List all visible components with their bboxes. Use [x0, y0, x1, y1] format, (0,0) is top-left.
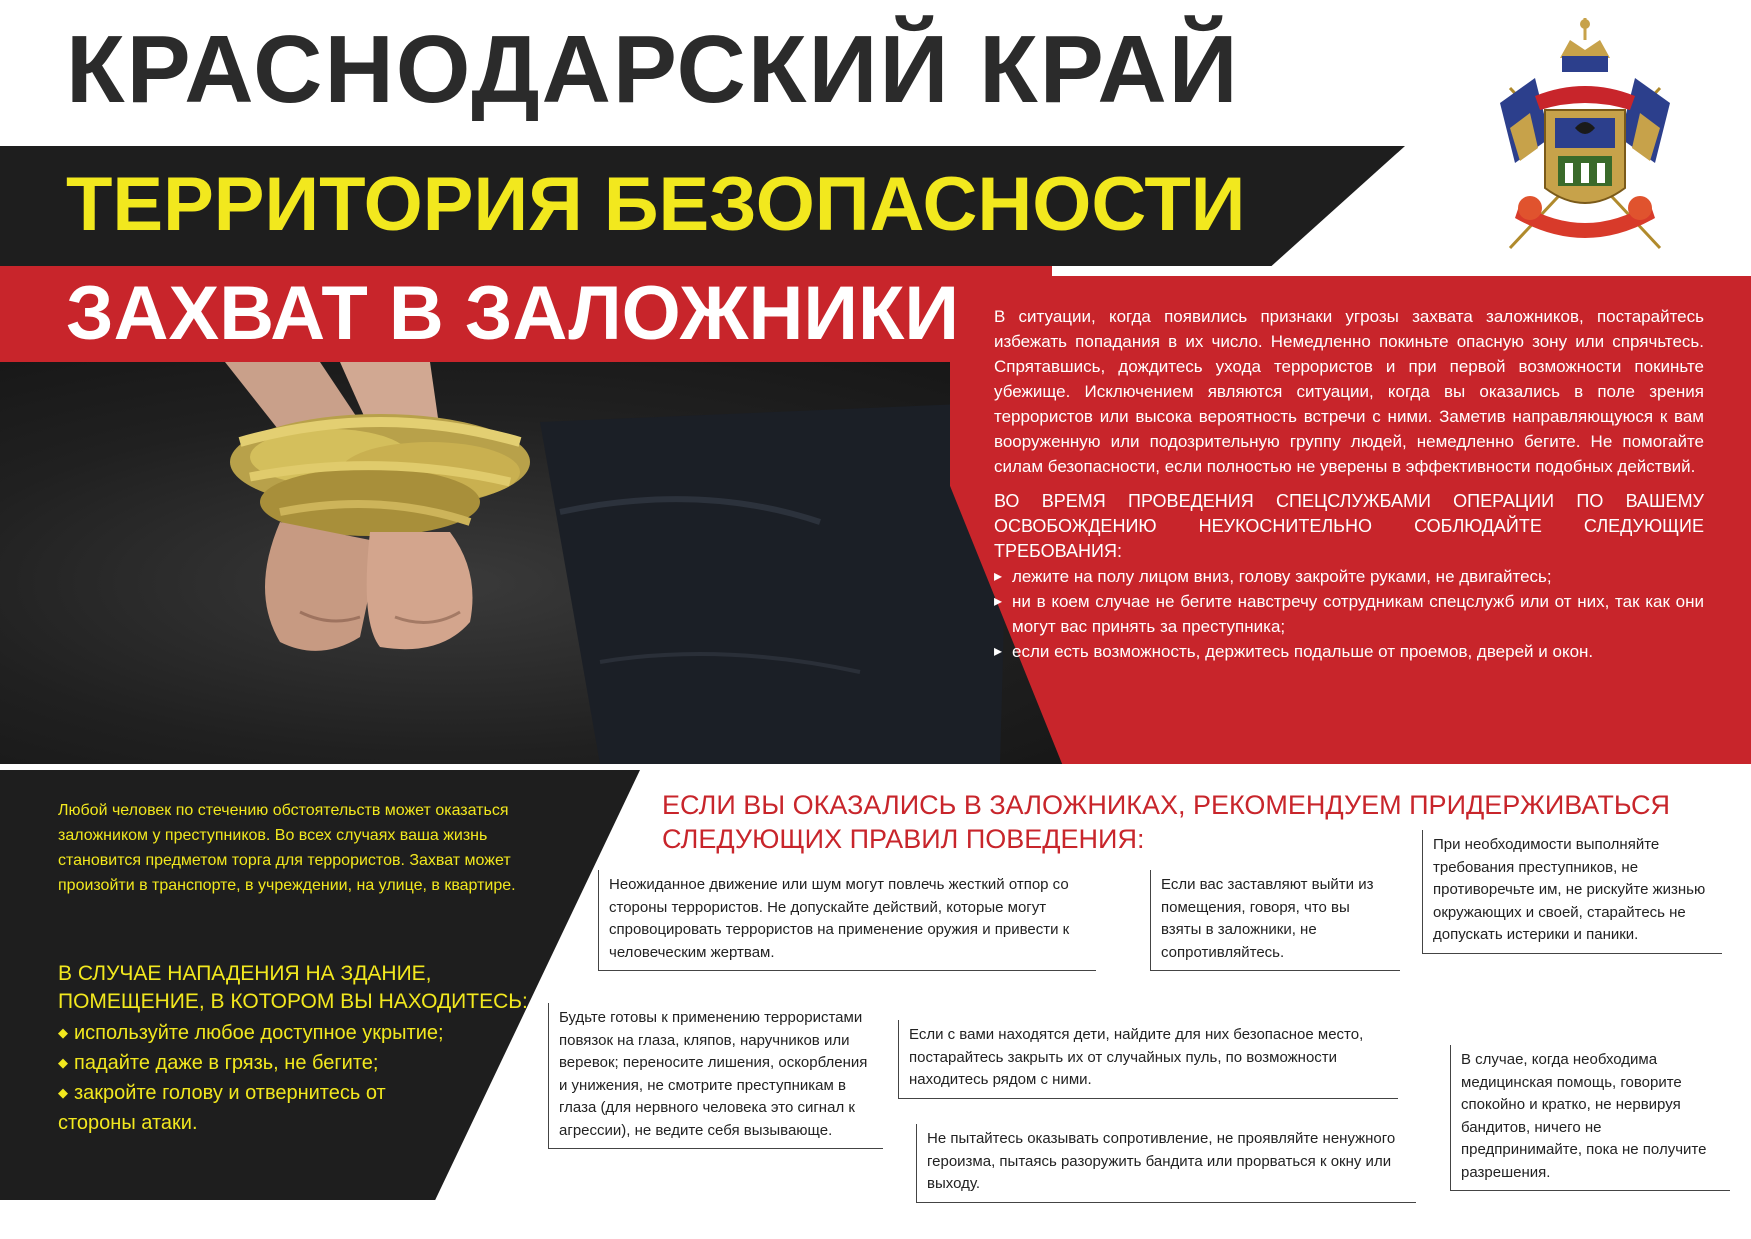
topic-title: ЗАХВАТ В ЗАЛОЖНИКИ: [66, 271, 959, 356]
operation-heading: ВО ВРЕМЯ ПРОВЕДЕНИЯ СПЕЦСЛУЖБАМИ ОПЕРАЦИИ ПО ВАШЕМУ ОСВОБОЖДЕНИЮ НЕУКОСНИТЕЛЬНО СОБЛЮДАЙТЕ СЛЕДУЮЩИЕ ТРЕБОВАНИЯ:: [994, 491, 1704, 561]
list-item: ◆ используйте любое доступное укрытие;: [58, 1018, 458, 1048]
subtitle: ТЕРРИТОРИЯ БЕЗОПАСНОСТИ: [66, 162, 1246, 247]
list-item: ▸ ни в коем случае не бегите навстречу сотрудникам спецслужб или от них, так как они могут вас принять за преступника;: [994, 589, 1704, 639]
list-item: ▸ лежите на полу лицом вниз, голову закройте руками, не двигайтесь;: [994, 564, 1704, 589]
rule-follow-demands: При необходимости выполняйте требования преступников, не противоречьте им, не рискуйте жизнью окружающих и своей, старайтесь не допускать истерики и паники.: [1422, 830, 1722, 954]
rule-medical-help: В случае, когда необходима медицинская помощь, говорите спокойно и кратко, не нервируя бандитов, ничего не предпринимайте, пока не получите разрешения.: [1450, 1045, 1730, 1191]
list-item: ◆ закройте голову и отвернитесь от стороны атаки.: [58, 1078, 458, 1138]
diamond-bullet-icon: ◆: [58, 1025, 68, 1040]
threat-panel-text: [994, 304, 1704, 664]
diamond-bullet-icon: ◆: [58, 1055, 68, 1070]
operation-list: [994, 564, 1704, 664]
list-item: ▸ если есть возможность, держитесь подальше от проемов, дверей и окон.: [994, 639, 1704, 664]
rule-be-prepared: Будьте готовы к применению террористами повязок на глаза, кляпов, наручников или веревок; переносите лишения, оскорбления и унижения, не смотрите преступникам в глаза (для нервного человека это сигнал к агрессии), не ведите себя вызывающе.: [548, 1003, 883, 1149]
rule-do-not-resist-exit: Если вас заставляют выйти из помещения, говоря, что вы взяты в заложники, не сопротивляйтесь.: [1150, 870, 1400, 971]
rule-protect-children: Если с вами находятся дети, найдите для них безопасное место, постарайтесь закрыть их от случайных пуль, по возможности находитесь рядом с ними.: [898, 1020, 1398, 1099]
attack-list: [58, 1018, 458, 1138]
krasnodar-coat-of-arms-icon: [1480, 18, 1690, 258]
attack-heading: В СЛУЧАЕ НАПАДЕНИЯ НА ЗДАНИЕ, ПОМЕЩЕНИЕ, В КОТОРОМ ВЫ НАХОДИТЕСЬ:: [58, 962, 528, 1013]
rule-no-heroism: Не пытайтесь оказывать сопротивление, не проявляйте ненужного героизма, пытаясь разоружить бандита или прорваться к окну или выходу.: [916, 1124, 1416, 1203]
list-item: ◆ падайте даже в грязь, не бегите;: [58, 1048, 458, 1078]
diamond-bullet-icon: ◆: [58, 1085, 68, 1100]
rule-sudden-movement: Неожиданное движение или шум могут повлечь жесткий отпор со стороны террористов. Не допускайте действий, которые могут спровоцировать террористов на применение оружия и привести к человеческим жертвам.: [598, 870, 1096, 971]
region-title: КРАСНОДАРСКИЙ КРАЙ: [66, 16, 1240, 123]
threat-paragraph: В ситуации, когда появились признаки угрозы захвата заложников, постарайтесь избежать попадания в их число. Немедленно покиньте опасную зону или спрячьтесь. Спрятавшись, дождитесь ухода террористов и при первой возможности покиньте убежище. Исключением являются ситуации, когда вы оказались в поле зрения террористов или высока вероятность встречи с ними. Заметив направляющуюся к вам вооруженную или подозрительную группу людей, немедленно бегите. Не помогайте силам безопасности, если полностью не уверены в эффективности подобных действий.: [994, 307, 1704, 476]
rules-heading: ЕСЛИ ВЫ ОКАЗАЛИСЬ В ЗАЛОЖНИКАХ, РЕКОМЕНДУЕМ ПРИДЕРЖИВАТЬСЯ СЛЕДУЮЩИХ ПРАВИЛ ПОВЕДЕНИЯ:: [662, 790, 1670, 854]
attack-intro: Любой человек по стечению обстоятельств может оказаться заложником у преступников. Во всех случаях ваша жизнь становится предметом торга для террористов. Захват может произойти в транспорте, в учреждении, на улице, в квартире.: [58, 802, 516, 894]
